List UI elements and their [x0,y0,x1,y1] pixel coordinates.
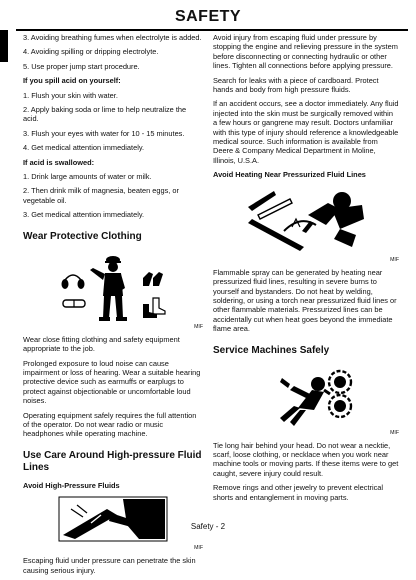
paragraph: Search for leaks with a piece of cardboard. Protect hands and body from high pressure fluids. [213,75,379,95]
service-machines-illustration [244,364,368,428]
swallowed-acid-heading: If acid is swallowed: [23,157,95,167]
header-rule [16,29,408,31]
list-item: 1. Flush your skin with water. [23,90,118,100]
page-footer: Safety - 2 [190,522,226,531]
figure-code-label: MIF [194,323,203,330]
list-item: 3. Flush your eyes with water for 10 - 15 minutes. [23,128,185,138]
paragraph: If an accident occurs, see a doctor immediately. Any fluid injected into the skin must be surgically removed within a few hours or gangrene may result. Doctors unfamiliar with this type of injury should reference a knowledgeable medical source. Such information is available from Deere & Company Medical Department in Moline, Illinois, U.S.A. [213,99,399,165]
paragraph: Tie long hair behind your head. Do not wear a necktie, scarf, loose clothing, or necklace when you work near machine tools or moving parts. If these items were to get caught, severe injury could result. [213,440,399,478]
list-item: 3. Avoiding breathing fumes when electrolyte is added. [23,33,202,42]
high-pressure-fluid-illustration [57,495,169,543]
heating-near-lines-illustration [244,185,368,255]
left-column [23,33,203,580]
protective-clothing-illustration [57,250,169,322]
paragraph: Wear close fitting clothing and safety equipment appropriate to the job. [23,334,180,354]
page-title: SAFETY [174,8,242,25]
avoid-heating-heading: Avoid Heating Near Pressurized Fluid Lines [213,170,366,180]
wear-protective-clothing-heading: Wear Protective Clothing [23,230,142,242]
section-tab-marker [0,30,8,62]
list-item: 3. Get medical attention immediately. [23,210,145,220]
figure-code-label: MIF [390,429,399,436]
paragraph: Escaping fluid under pressure can penetrate the skin causing serious injury. [23,556,196,575]
paragraph: Flammable spray can be generated by heating near pressurized fluid lines, resulting in severe burns to yourself and bystanders. Do not heat by welding, soldering, or using a torch near pressurized fluid lines or other flammable materials. Pressurized lines can be accidentally cut when heat goes beyond the immediate flame area. [213,267,397,334]
list-item: 5. Use proper jump start procedure. [23,61,140,71]
page-header [0,0,416,34]
avoid-high-pressure-fluids-heading: Avoid High-Pressure Fluids [23,480,120,490]
paragraph: Remove rings and other jewelry to prevent electrical shorts and entanglement in moving parts. [213,483,384,502]
list-item: 4. Get medical attention immediately. [23,143,145,153]
paragraph: Prolonged exposure to loud noise can cause impairment or loss of hearing. Wear a suitable hearing protective device such as earmuffs or earplugs to protect against objectionable or uncomfortable loud noises. [23,358,201,406]
list-item: 2. Apply baking soda or lime to help neutralize the acid. [23,105,187,124]
service-machines-safely-heading: Service Machines Safely [213,344,330,356]
list-item: 4. Avoiding spilling or dripping electrolyte. [23,47,159,57]
figure-code-label: MIF [390,256,399,263]
paragraph: Avoid injury from escaping fluid under pressure by stopping the engine and relieving pressure in the system before disconnecting or connecting hydraulic or other lines. Tighten all connections before applying pressure. [213,33,398,71]
right-column [213,33,399,507]
skin-acid-heading: If you spill acid on yourself: [23,76,121,86]
high-pressure-fluid-lines-heading: Use Care Around High-pressure Fluid Lines [23,449,202,473]
list-item: 1. Drink large amounts of water or milk. [23,172,152,182]
list-item: 2. Then drink milk of magnesia, beaten eggs, or vegetable oil. [23,186,179,205]
paragraph: Operating equipment safely requires the full attention of the operator. Do not wear radio or music headphones while operating machine. [23,410,197,439]
figure-code-label: MIF [194,545,203,552]
